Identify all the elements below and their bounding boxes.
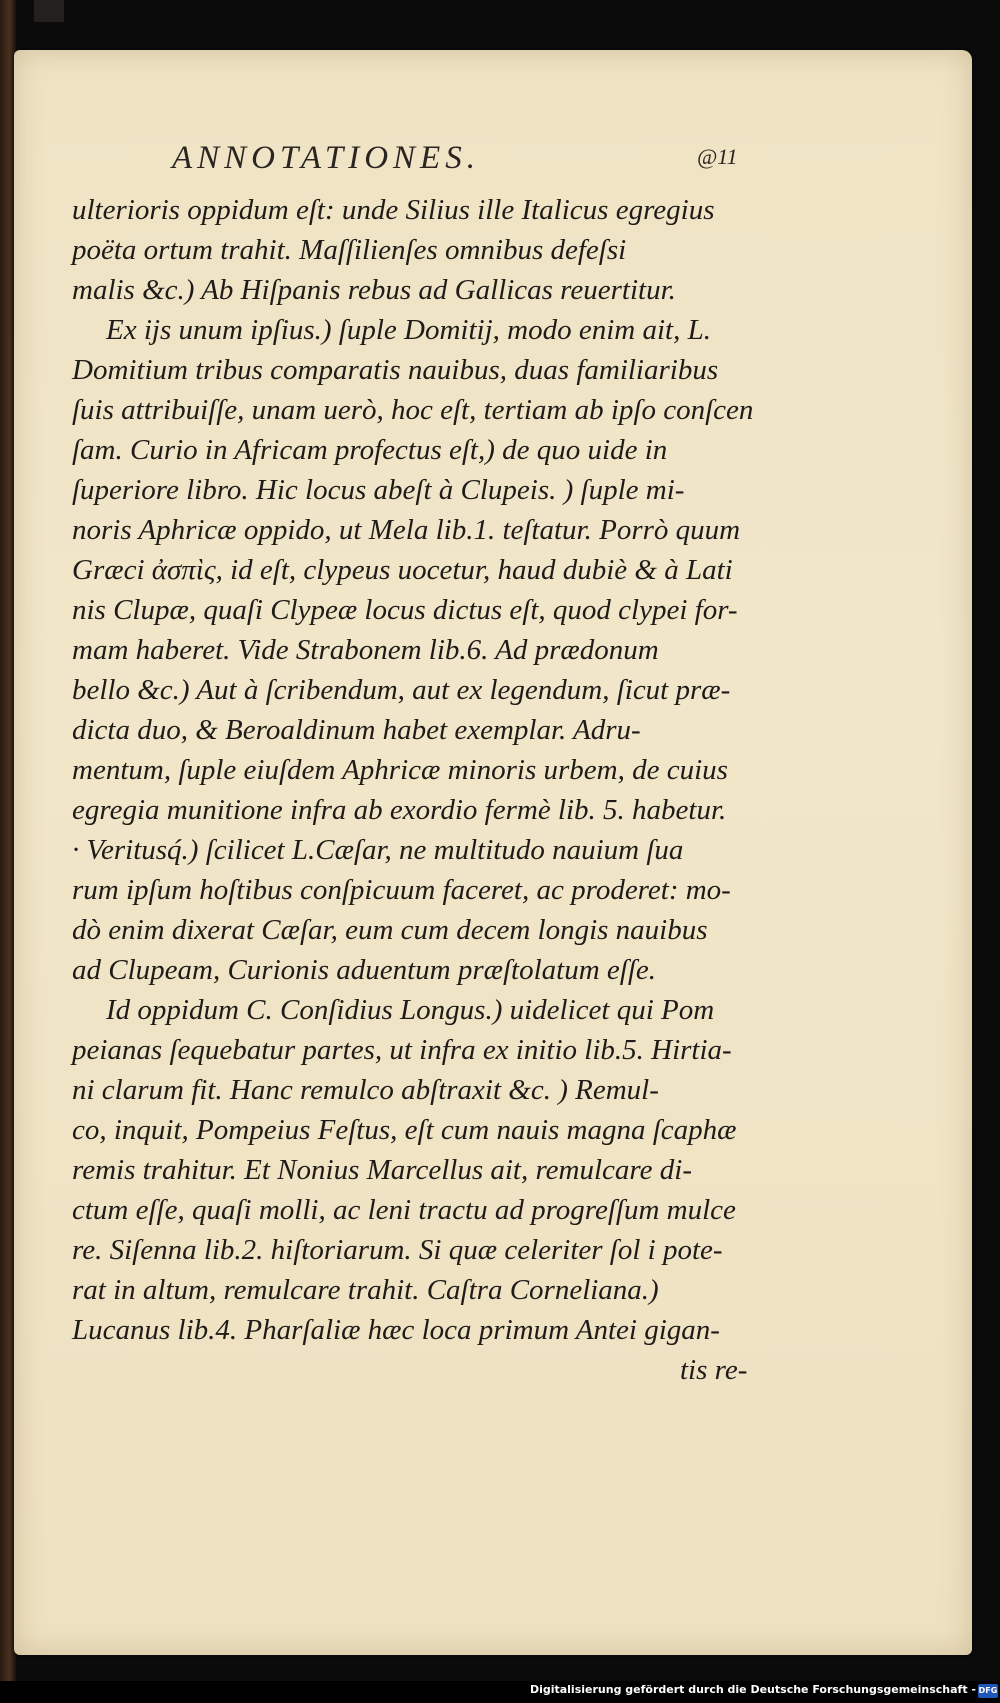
text-line: ſuperiore libro. Hic locus abeſt à Clupeis. ) ſuple mi- xyxy=(72,474,685,506)
text-line: Id oppidum C. Conſidius Longus.) uidelicet qui Pom xyxy=(106,994,715,1026)
dfg-logo: DFG xyxy=(978,1684,998,1698)
text-line: · Veritusq́.) ſcilicet L.Cæſar, ne multitudo nauium ſua xyxy=(72,834,684,866)
text-line: poëta ortum trahit. Maſſilienſes omnibus defeſsi xyxy=(72,234,627,266)
text-line: ad Clupeam, Curionis aduentum præſtolatum eſſe. xyxy=(72,954,657,986)
running-title: ANNOTATIONES. xyxy=(172,140,480,176)
footer-strip xyxy=(0,1681,1000,1703)
text-line: mentum, ſuple eiuſdem Aphricæ minoris urbem, de cuius xyxy=(72,754,728,786)
text-line: ſam. Curio in Africam profectus eſt,) de quo uide in xyxy=(72,434,668,466)
text-line: co, inquit, Pompeius Feſtus, eſt cum nauis magna ſcaphæ xyxy=(72,1114,737,1146)
folio-number: @11 xyxy=(697,144,738,169)
catchword: tis re- xyxy=(680,1354,748,1386)
text-line: nis Clupæ, quaſi Clypeæ locus dictus eſt, quod clypei for- xyxy=(72,594,738,626)
text-line: ni clarum fit. Hanc remulco abſtraxit &c. ) Remul- xyxy=(72,1074,659,1106)
text-line: rat in altum, remulcare trahit. Caſtra Corneliana.) xyxy=(72,1274,659,1306)
text-line: noris Aphricæ oppido, ut Mela lib.1. teſtatur. Porrò quum xyxy=(72,514,741,546)
text-line: mam haberet. Vide Strabonem lib.6. Ad prædonum xyxy=(72,634,659,666)
text-line: rum ipſum hoſtibus conſpicuum faceret, ac proderet: mo- xyxy=(72,874,731,906)
text-line: remis trahitur. Et Nonius Marcellus ait, remulcare di- xyxy=(72,1154,692,1186)
text-line: peianas ſequebatur partes, ut infra ex initio lib.5. Hirtia- xyxy=(72,1034,732,1066)
text-line: re. Siſenna lib.2. hiſtoriarum. Si quæ celeriter ſol i pote- xyxy=(72,1234,723,1266)
text-line: Græci ἀσπὶς, id eſt, clypeus uocetur, haud dubiè & à Lati xyxy=(72,554,733,586)
text-line: Domitium tribus comparatis nauibus, duas familiaribus xyxy=(72,354,719,386)
text-line: Lucanus lib.4. Pharſaliæ hæc loca primum Antei gigan- xyxy=(72,1314,720,1346)
text-line: bello &c.) Aut à ſcribendum, aut ex legendum, ſicut præ- xyxy=(72,674,731,706)
text-line: Ex ijs unum ipſius.) ſuple Domitij, modo enim ait, L. xyxy=(106,314,711,346)
text-line: egregia munitione infra ab exordio fermè lib. 5. habetur. xyxy=(72,794,727,826)
text-line: ſuis attribuiſſe, unam uerò, hoc eſt, tertiam ab ipſo conſcen xyxy=(72,394,754,426)
text-line: ulterioris oppidum eſt: unde Silius ille Italicus egregius xyxy=(72,194,715,226)
text-line: ctum eſſe, quaſi molli, ac leni tractu ad progreſſum mulce xyxy=(72,1194,736,1226)
text-line: dicta duo, & Beroaldinum habet exemplar. Adru- xyxy=(72,714,641,746)
text-line: dò enim dixerat Cæſar, eum cum decem longis nauibus xyxy=(72,914,708,946)
scan-corner-mark xyxy=(34,0,64,22)
running-head xyxy=(172,140,772,184)
text-line: malis &c.) Ab Hiſpanis rebus ad Gallicas reuertitur. xyxy=(72,274,676,306)
annotation-text-block xyxy=(72,190,772,1390)
funding-credit: Digitalisierung gefördert durch die Deutsche Forschungsgemeinschaft - xyxy=(529,1683,976,1696)
